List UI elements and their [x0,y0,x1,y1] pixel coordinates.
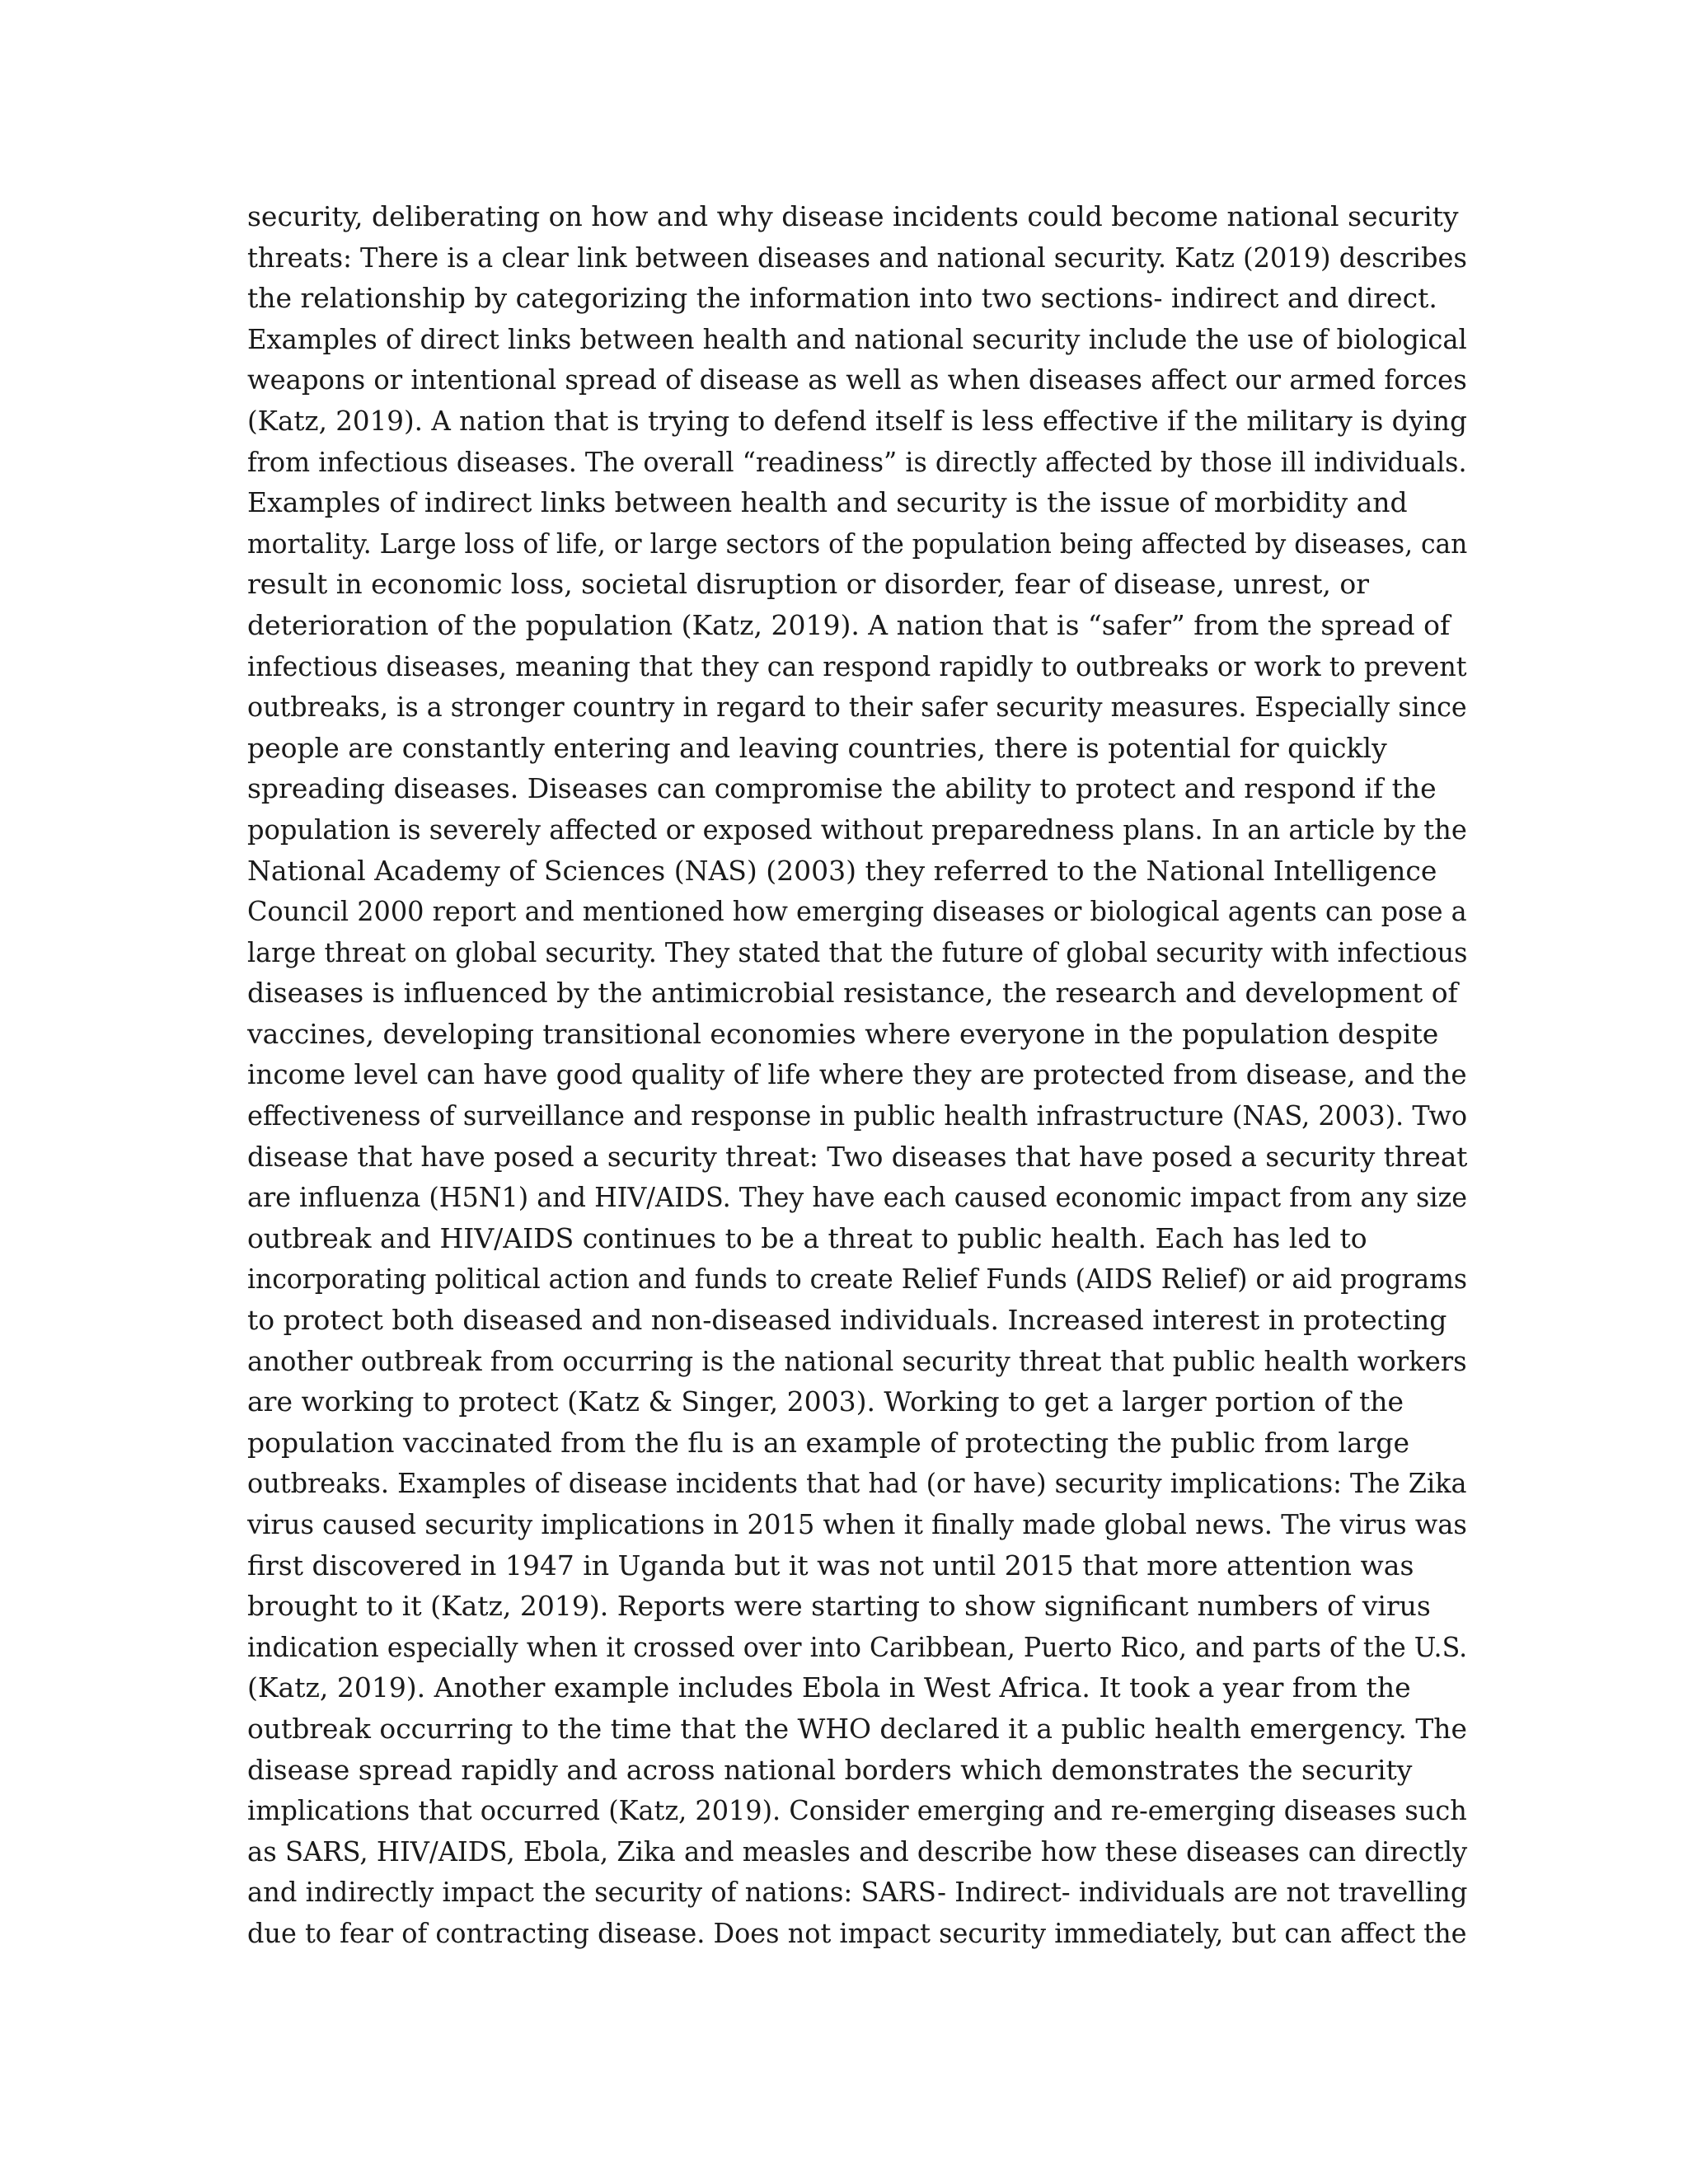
text-line: infectious diseases, meaning that they can respond rapidly to outbreaks or work to prevent [247,649,1467,682]
text-line: first discovered in 1947 in Uganda but it was not until 2015 that more attention was [247,1549,1414,1582]
text-line: (Katz, 2019). A nation that is trying to defend itself is less effective if the military is dying [247,404,1467,437]
text-line: result in economic loss, societal disruption or disorder, fear of disease, unrest, or [247,568,1370,601]
text-line: population vaccinated from the flu is an example of protecting the public from large [247,1426,1410,1459]
text-line: as SARS, HIV/AIDS, Ebola, Zika and measles and describe how these diseases can directly [247,1835,1468,1868]
text-line: large threat on global security. They stated that the future of global security with infectious [247,935,1468,968]
text-line: Examples of direct links between health and national security include the use of biological [247,322,1467,355]
text-line: threats: There is a clear link between diseases and national security. Katz (2019) describes [247,241,1467,274]
text-line: disease that have posed a security threat: Two diseases that have posed a security threat [247,1140,1468,1173]
text-line: another outbreak from occurring is the national security threat that public health workers [247,1344,1467,1377]
text-line: implications that occurred (Katz, 2019). Consider emerging and re-emerging diseases such [247,1794,1467,1827]
text-line: weapons or intentional spread of disease as well as when diseases affect our armed forces [247,363,1467,396]
text-line: due to fear of contracting disease. Does not impact security immediately, but can affect the [247,1916,1467,1949]
text-line: the relationship by categorizing the information into two sections- indirect and direct. [247,282,1437,315]
text-line: from infectious diseases. The overall “readiness” is directly affected by those ill individuals. [247,445,1467,478]
text-line: Council 2000 report and mentioned how emerging diseases or biological agents can pose a [247,895,1467,928]
text-line: indication especially when it crossed over into Caribbean, Puerto Rico, and parts of the U.S. [247,1630,1468,1663]
text-line: outbreak occurring to the time that the WHO declared it a public health emergency. The [247,1712,1467,1745]
text-line: Examples of indirect links between health and security is the issue of morbidity and [247,486,1408,519]
text-line: effectiveness of surveillance and response in public health infrastructure (NAS, 2003). Two [247,1099,1468,1132]
text-line: incorporating political action and funds to create Relief Funds (AIDS Relief) or aid programs [247,1263,1468,1296]
text-line: outbreaks, is a stronger country in regard to their safer security measures. Especially since [247,691,1467,724]
text-line: population is severely affected or exposed without preparedness plans. In an article by the [247,813,1467,846]
text-line: mortality. Large loss of life, or large sectors of the population being affected by diseases, can [247,527,1468,560]
text-line: National Academy of Sciences (NAS) (2003) they referred to the National Intelligence [247,854,1437,887]
text-line: and indirectly impact the security of nations: SARS- Indirect- individuals are not travelling [247,1876,1468,1909]
text-line: (Katz, 2019). Another example includes Ebola in West Africa. It took a year from the [247,1671,1411,1704]
body-paragraph [247,196,1467,1954]
text-line: people are constantly entering and leaving countries, there is potential for quickly [247,731,1387,764]
text-line: vaccines, developing transitional economies where everyone in the population despite [247,1017,1439,1050]
text-line: outbreaks. Examples of disease incidents that had (or have) security implications: The Zika [247,1467,1467,1500]
text-line: deterioration of the population (Katz, 2019). A nation that is “safer” from the spread of [247,608,1451,641]
text-line: outbreak and HIV/AIDS continues to be a threat to public health. Each has led to [247,1221,1367,1254]
text-line: are influenza (H5N1) and HIV/AIDS. They have each caused economic impact from any size [247,1181,1468,1214]
text-line: diseases is influenced by the antimicrobial resistance, the research and development of [247,977,1458,1010]
text-line: income level can have good quality of life where they are protected from disease, and the [247,1058,1467,1091]
text-line: spreading diseases. Diseases can compromise the ability to protect and respond if the [247,772,1437,805]
text-line: are working to protect (Katz & Singer, 2003). Working to get a larger portion of the [247,1385,1404,1418]
text-line: security, deliberating on how and why disease incidents could become national security [247,200,1459,232]
text-line: virus caused security implications in 2015 when it finally made global news. The virus was [247,1508,1467,1540]
text-line: brought to it (Katz, 2019). Reports were starting to show significant numbers of virus [247,1590,1431,1623]
text-line: to protect both diseased and non-diseased individuals. Increased interest in protecting [247,1304,1447,1337]
text-line: disease spread rapidly and across national borders which demonstrates the security [247,1753,1413,1786]
